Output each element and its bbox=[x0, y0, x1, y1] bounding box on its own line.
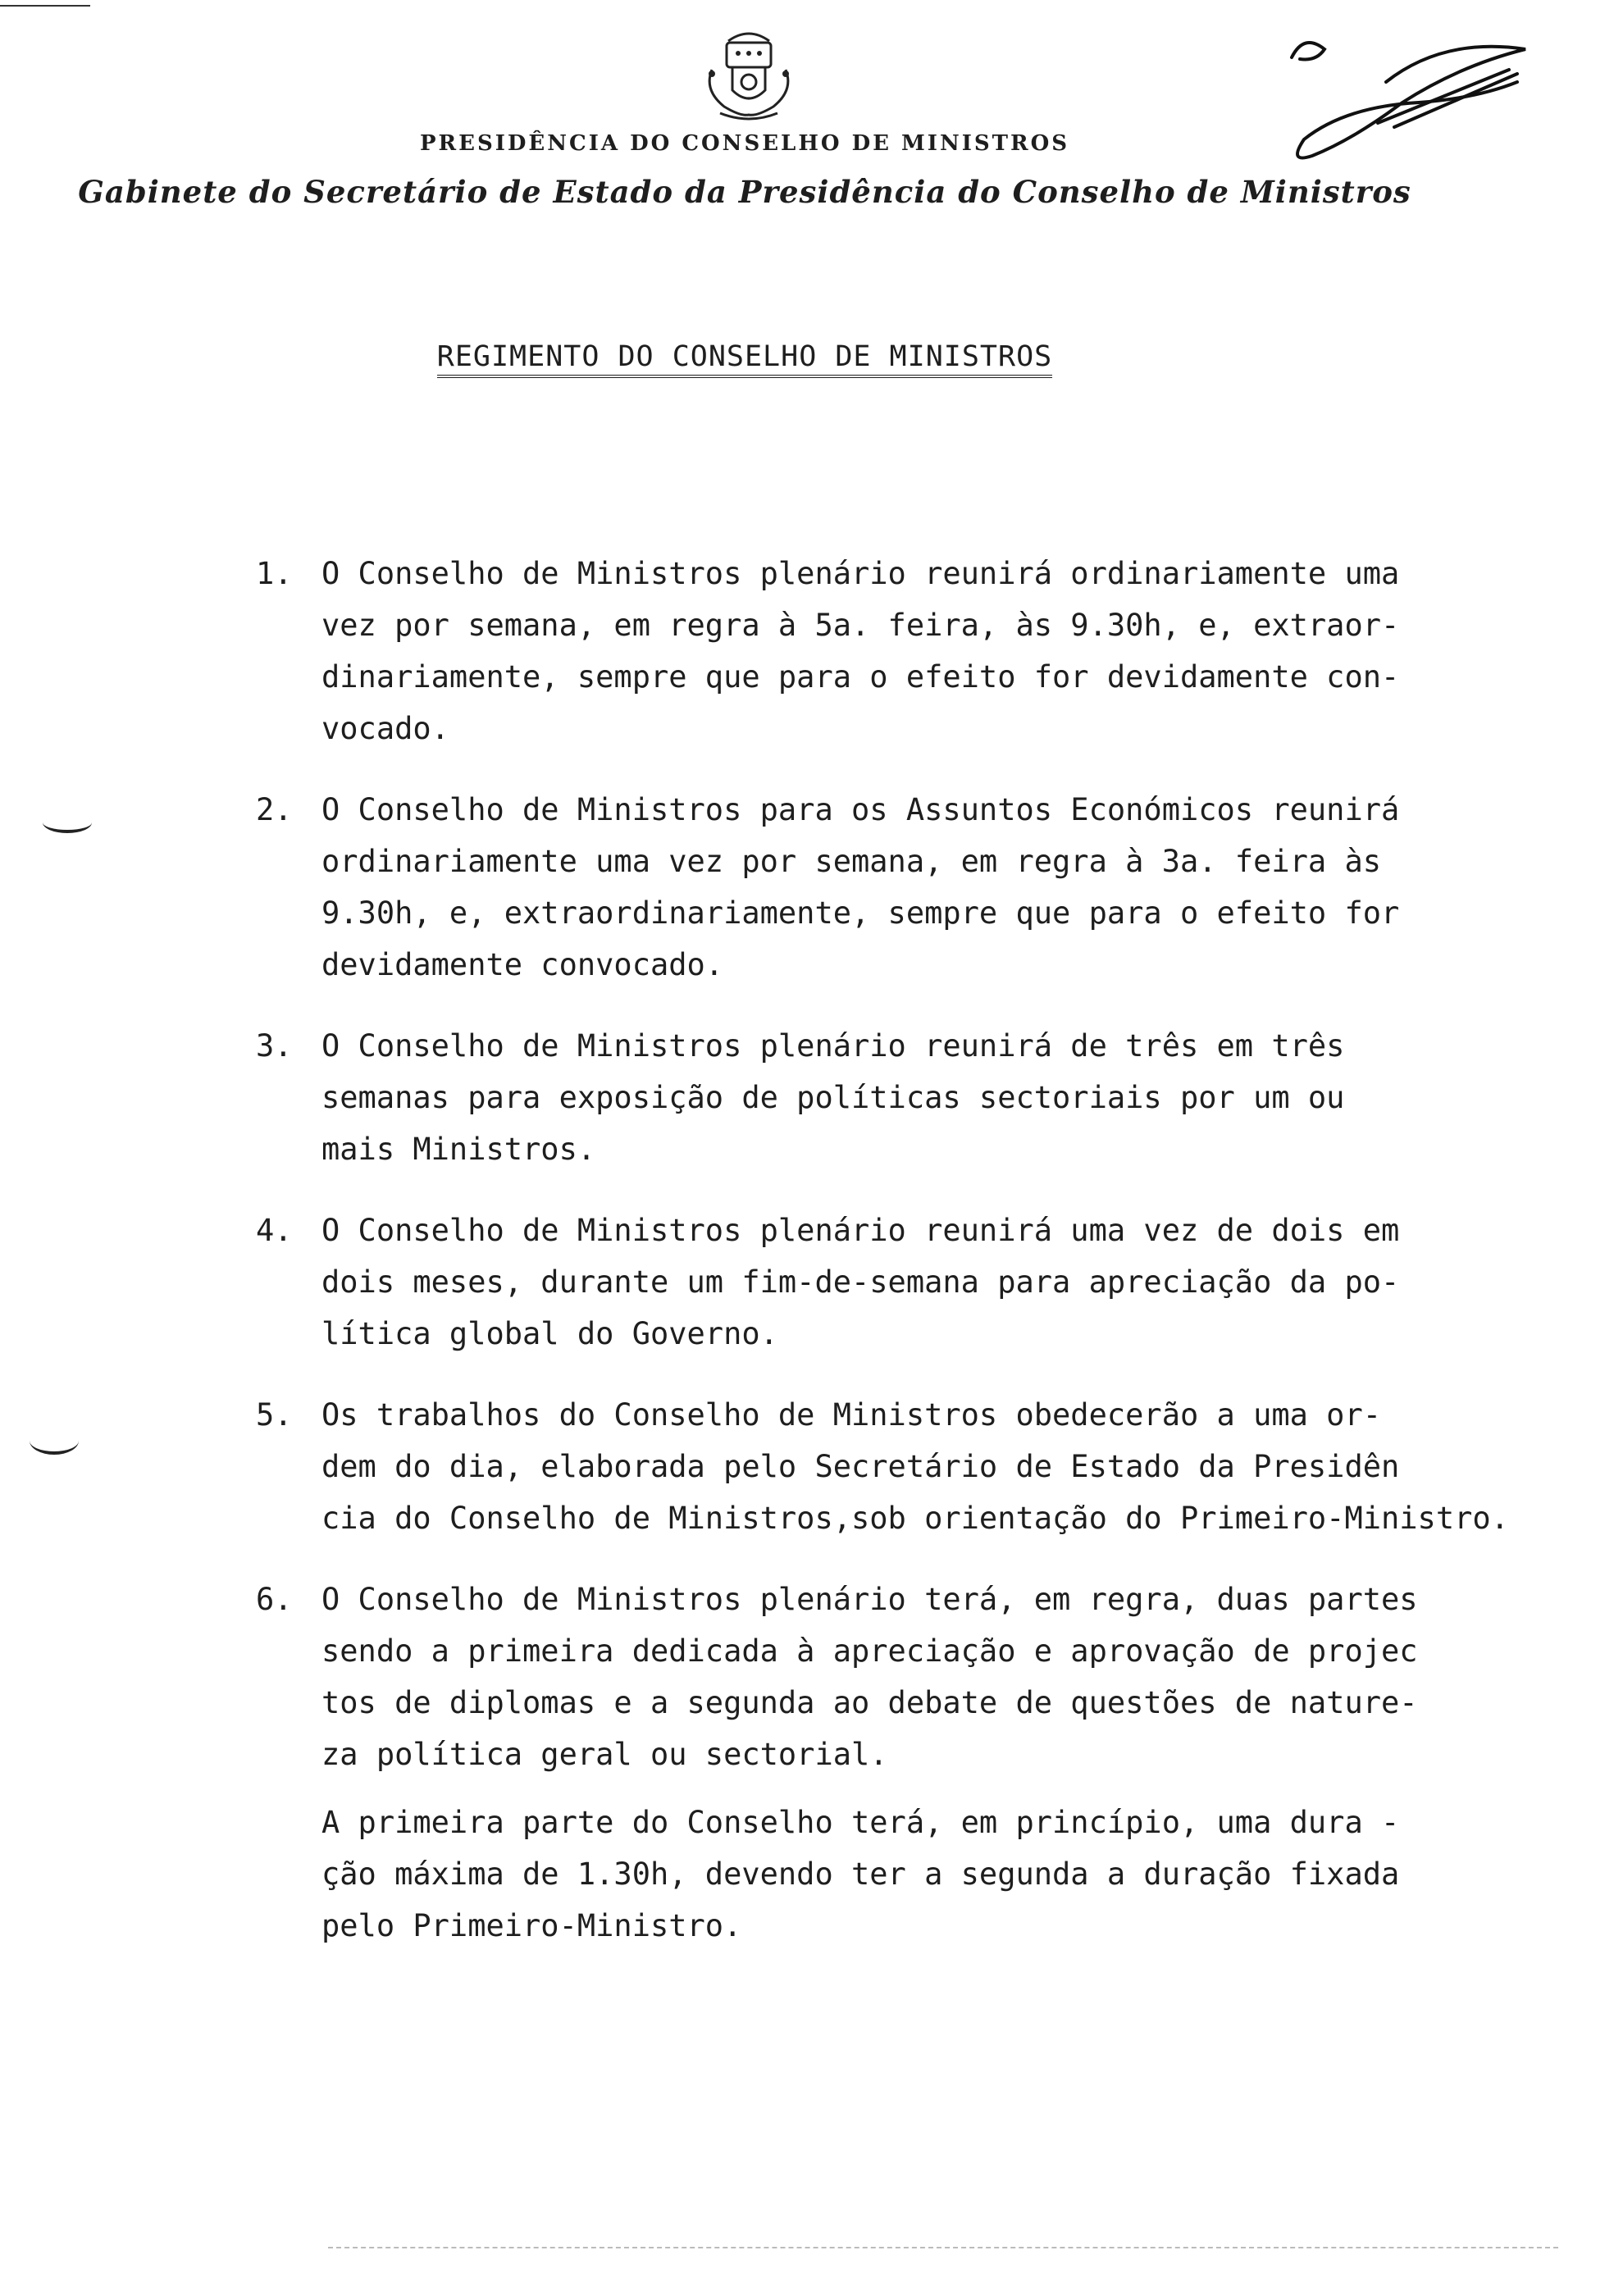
rule-text: O Conselho de Ministros para os Assuntos Económicos reunirá ordinariamente uma vez por semana, em regra à 3a. feira às 9.30h, e, extraordinariamente, sempre que para o efeito for devidamente convocado. bbox=[321, 792, 1400, 982]
rule-text: O Conselho de Ministros plenário reunirá ordinariamente uma vez por semana, em regra à 5a. feira, às 9.30h, e, extraor- dinariamente, sempre que para o efeito for devidamente con- vocado. bbox=[321, 556, 1400, 746]
rule-number: 6. bbox=[256, 1582, 293, 1617]
rule-number: 2. bbox=[256, 792, 293, 827]
punch-hole-mark bbox=[30, 1427, 79, 1455]
rule-item-5 bbox=[256, 1389, 1552, 1544]
rule-number: 1. bbox=[256, 556, 293, 591]
rule-item-1 bbox=[256, 548, 1552, 754]
coat-of-arms-icon bbox=[695, 25, 802, 127]
rule-item-2 bbox=[256, 784, 1552, 991]
rule-number: 3. bbox=[256, 1028, 293, 1064]
cabinet-name: Gabinete do Secretário de Estado da Presidência do Conselho de Ministros bbox=[78, 174, 1411, 210]
rule-text: Os trabalhos do Conselho de Ministros obedecerão a uma or- dem do dia, elaborada pelo Secretário de Estado da Presidên cia do Conselho de Ministros,sob orientação do Primeiro-Ministro. bbox=[321, 1397, 1509, 1536]
scan-edge-line bbox=[328, 2247, 1558, 2248]
rules-list bbox=[256, 548, 1552, 1981]
punch-hole-mark bbox=[43, 812, 92, 833]
rule-text: O Conselho de Ministros plenário terá, em regra, duas partes sendo a primeira dedicada à apreciação e aprovação de projec tos de diplomas e a segunda ao debate de questões de nature- za política geral ou sectorial. bbox=[321, 1582, 1418, 1772]
rule-text: O Conselho de Ministros plenário reunirá uma vez de dois em dois meses, durante um fim-de-semana para apreciação da po- lítica global do Governo. bbox=[321, 1213, 1400, 1351]
document-title-text: REGIMENTO DO CONSELHO DE MINISTROS bbox=[437, 340, 1052, 378]
rule-item-6 bbox=[256, 1574, 1552, 1952]
rule-number: 5. bbox=[256, 1397, 293, 1433]
rule-item-3 bbox=[256, 1020, 1552, 1175]
handwritten-signature bbox=[1279, 25, 1542, 164]
document-title bbox=[0, 340, 1489, 378]
issuing-body: PRESIDÊNCIA DO CONSELHO DE MINISTROS bbox=[419, 131, 1070, 156]
rule-text-continuation: A primeira parte do Conselho terá, em princípio, uma dura - ção máxima de 1.30h, devendo ter a segunda a duração fixada pelo Primeiro-Ministro. bbox=[321, 1805, 1400, 1943]
rule-number: 4. bbox=[256, 1213, 293, 1248]
scan-edge-line bbox=[0, 5, 90, 7]
rule-text: O Conselho de Ministros plenário reunirá de três em três semanas para exposição de políticas sectoriais por um ou mais Ministros. bbox=[321, 1028, 1345, 1167]
rule-item-4 bbox=[256, 1205, 1552, 1360]
